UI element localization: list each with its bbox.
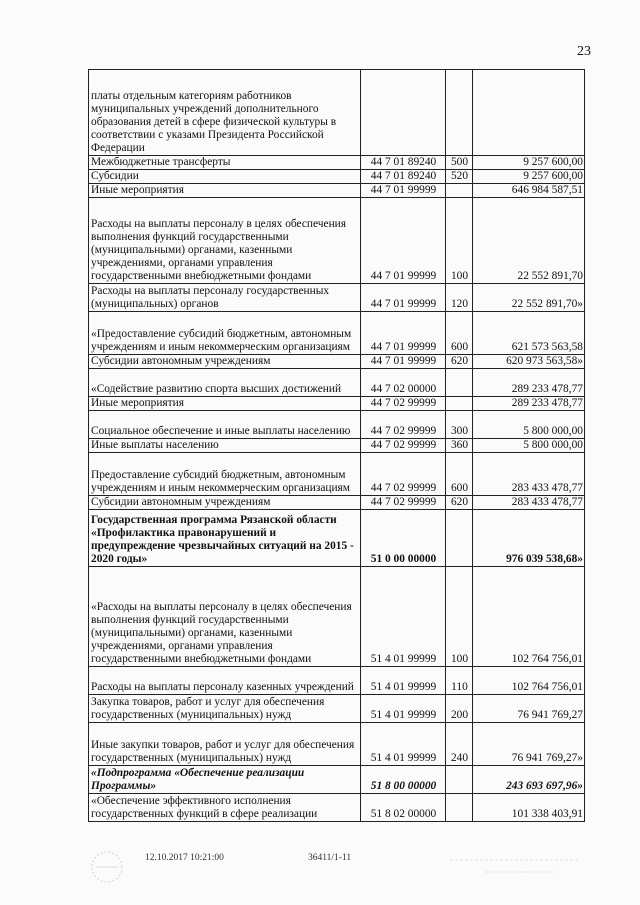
row-amount-cell: 9 257 600,00 xyxy=(473,170,585,184)
row-target-code-cell: 44 7 02 99999 xyxy=(361,397,446,411)
row-name-cell: Субсидии xyxy=(89,170,361,184)
row-name-cell: «Подпрограмма «Обеспечение реализации Программы» xyxy=(89,766,361,794)
row-expense-type-cell xyxy=(446,794,473,822)
row-amount-cell: 22 552 891,70» xyxy=(473,284,585,312)
footer-datetime: 12.10.2017 10:21:00 xyxy=(145,853,224,863)
table-row xyxy=(89,312,585,355)
row-expense-type-cell: 620 xyxy=(446,496,473,510)
table-row xyxy=(89,723,585,766)
row-name-cell: Государственная программа Рязанской области «Профилактика правонарушений и предупреждение чрезвычайных ситуаций на 2015 - 2020 годы» xyxy=(89,510,361,567)
row-target-code-cell: 44 7 01 99999 xyxy=(361,355,446,369)
row-target-code-cell: 44 7 02 99999 xyxy=(361,496,446,510)
row-expense-type-cell: 110 xyxy=(446,667,473,695)
row-amount-cell: 283 433 478,77 xyxy=(473,496,585,510)
row-target-code-cell: 51 4 01 99999 xyxy=(361,567,446,667)
row-name-cell: Закупка товаров, работ и услуг для обеспечения государственных (муниципальных) нужд xyxy=(89,695,361,723)
table-row xyxy=(89,667,585,695)
table-row xyxy=(89,355,585,369)
row-amount-cell: 5 800 000,00 xyxy=(473,411,585,439)
row-amount-cell: 646 984 587,51 xyxy=(473,184,585,198)
row-amount-cell: 9 257 600,00 xyxy=(473,156,585,170)
row-target-code-cell: 44 7 01 99999 xyxy=(361,184,446,198)
row-target-code-cell: 44 7 02 00000 xyxy=(361,369,446,397)
row-target-code-cell: 44 7 02 99999 xyxy=(361,453,446,496)
table-row xyxy=(89,397,585,411)
row-name-cell: Социальное обеспечение и иные выплаты населению xyxy=(89,411,361,439)
table-row xyxy=(89,70,585,156)
row-target-code-cell xyxy=(361,70,446,156)
stamp-mark-left xyxy=(88,849,126,885)
row-expense-type-cell xyxy=(446,766,473,794)
row-expense-type-cell xyxy=(446,184,473,198)
table-row xyxy=(89,156,585,170)
row-target-code-cell: 44 7 01 89240 xyxy=(361,170,446,184)
table-row xyxy=(89,794,585,822)
row-name-cell: Расходы на выплаты персоналу казенных учреждений xyxy=(89,667,361,695)
row-name-cell: «Расходы на выплаты персоналу в целях обеспечения выполнения функций государственными (муниципальными) органами, казенными учреждениями, органами управления государственными внебюджетными фондами xyxy=(89,567,361,667)
row-expense-type-cell: 500 xyxy=(446,156,473,170)
row-amount-cell: 22 552 891,70 xyxy=(473,198,585,284)
row-expense-type-cell xyxy=(446,510,473,567)
row-expense-type-cell: 100 xyxy=(446,198,473,284)
table-row xyxy=(89,567,585,667)
row-name-cell: Субсидии автономным учреждениям xyxy=(89,355,361,369)
row-amount-cell: 76 941 769,27 xyxy=(473,695,585,723)
row-target-code-cell: 51 4 01 99999 xyxy=(361,723,446,766)
row-amount-cell: 976 039 538,68» xyxy=(473,510,585,567)
table-row xyxy=(89,766,585,794)
table-row xyxy=(89,411,585,439)
row-name-cell: Межбюджетные трансферты xyxy=(89,156,361,170)
table-row xyxy=(89,496,585,510)
row-name-cell: Расходы на выплаты персоналу государственных (муниципальных) органов xyxy=(89,284,361,312)
row-amount-cell: 620 973 563,58» xyxy=(473,355,585,369)
row-amount-cell: 76 941 769,27» xyxy=(473,723,585,766)
row-name-cell: платы отдельным категориям работников муниципальных учреждений дополнительного образования детей в сфере физической культуры в соответствии с указами Президента Российской Федерации xyxy=(89,70,361,156)
row-target-code-cell: 44 7 02 99999 xyxy=(361,439,446,453)
row-name-cell: «Обеспечение эффективного исполнения государственных функций в сфере реализации xyxy=(89,794,361,822)
row-expense-type-cell xyxy=(446,70,473,156)
row-target-code-cell: 51 4 01 99999 xyxy=(361,667,446,695)
row-amount-cell xyxy=(473,70,585,156)
budget-table xyxy=(88,69,585,822)
row-name-cell: Иные мероприятия xyxy=(89,397,361,411)
table-body xyxy=(89,70,585,822)
row-expense-type-cell: 200 xyxy=(446,695,473,723)
page-number: 23 xyxy=(577,44,591,59)
row-amount-cell: 101 338 403,91 xyxy=(473,794,585,822)
table-row xyxy=(89,170,585,184)
row-expense-type-cell: 600 xyxy=(446,312,473,355)
row-name-cell: Иные мероприятия xyxy=(89,184,361,198)
table-row xyxy=(89,439,585,453)
row-name-cell: Иные закупки товаров, работ и услуг для обеспечения государственных (муниципальных) нужд xyxy=(89,723,361,766)
row-target-code-cell: 44 7 01 99999 xyxy=(361,312,446,355)
row-name-cell: Субсидии автономным учреждениям xyxy=(89,496,361,510)
table-row xyxy=(89,453,585,496)
row-expense-type-cell: 520 xyxy=(446,170,473,184)
row-expense-type-cell: 620 xyxy=(446,355,473,369)
table-row xyxy=(89,284,585,312)
row-amount-cell: 102 764 756,01 xyxy=(473,567,585,667)
row-amount-cell: 5 800 000,00 xyxy=(473,439,585,453)
stamp-mark-right xyxy=(445,850,585,880)
row-expense-type-cell: 360 xyxy=(446,439,473,453)
row-expense-type-cell: 120 xyxy=(446,284,473,312)
table-row xyxy=(89,510,585,567)
row-name-cell: Иные выплаты населению xyxy=(89,439,361,453)
row-expense-type-cell: 300 xyxy=(446,411,473,439)
row-target-code-cell: 44 7 01 89240 xyxy=(361,156,446,170)
table-row xyxy=(89,695,585,723)
table-row xyxy=(89,369,585,397)
row-amount-cell: 289 233 478,77 xyxy=(473,397,585,411)
row-name-cell: Предоставление субсидий бюджетным, автономным учреждениям и иным некоммерческим организациям xyxy=(89,453,361,496)
row-name-cell: Расходы на выплаты персоналу в целях обеспечения выполнения функций государственными (муниципальными) органами, казенными учреждениями, органами управления государственными внебюджетными фондами xyxy=(89,198,361,284)
row-target-code-cell: 51 0 00 00000 xyxy=(361,510,446,567)
row-amount-cell: 621 573 563,58 xyxy=(473,312,585,355)
row-amount-cell: 289 233 478,77 xyxy=(473,369,585,397)
row-name-cell: «Содействие развитию спорта высших достижений xyxy=(89,369,361,397)
row-target-code-cell: 44 7 01 99999 xyxy=(361,198,446,284)
row-target-code-cell: 51 8 00 00000 xyxy=(361,766,446,794)
row-expense-type-cell: 100 xyxy=(446,567,473,667)
row-amount-cell: 283 433 478,77 xyxy=(473,453,585,496)
row-expense-type-cell: 240 xyxy=(446,723,473,766)
row-expense-type-cell: 600 xyxy=(446,453,473,496)
row-target-code-cell: 44 7 02 99999 xyxy=(361,411,446,439)
row-target-code-cell: 44 7 01 99999 xyxy=(361,284,446,312)
row-target-code-cell: 51 8 02 00000 xyxy=(361,794,446,822)
row-amount-cell: 243 693 697,96» xyxy=(473,766,585,794)
footer-doc-id: 36411/1-11 xyxy=(308,853,352,863)
row-target-code-cell: 51 4 01 99999 xyxy=(361,695,446,723)
row-expense-type-cell xyxy=(446,397,473,411)
table-row xyxy=(89,198,585,284)
row-name-cell: «Предоставление субсидий бюджетным, автономным учреждениям и иным некоммерческим организациям xyxy=(89,312,361,355)
row-expense-type-cell xyxy=(446,369,473,397)
table-row xyxy=(89,184,585,198)
row-amount-cell: 102 764 756,01 xyxy=(473,667,585,695)
